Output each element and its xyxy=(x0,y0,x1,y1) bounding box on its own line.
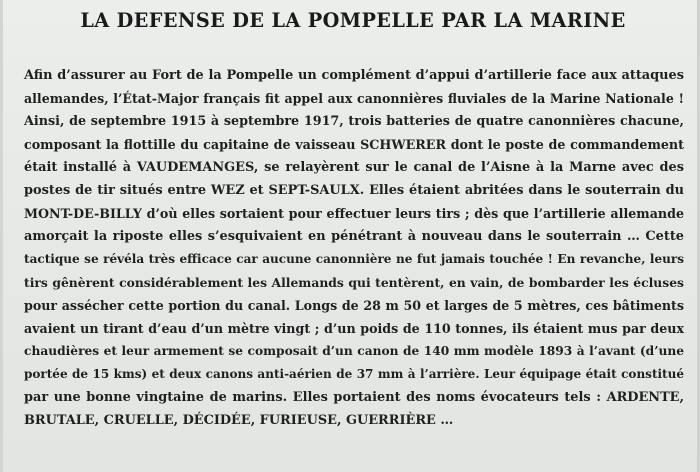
body-line-14: portée de 15 kms) et deux canons anti-aérien de 37 mm à l’arrière. Leur équipage était constitué xyxy=(24,367,684,381)
body-line-9: tactique se révéla très efficace car aucune canonnière ne fut jamais touchée ! En revanche, leurs xyxy=(24,252,684,266)
body-line-5: était installé à VAUDEMANGES, se relayèrent sur le canal de l’Aisne à la Marne avec des xyxy=(24,160,684,175)
body-line-15: par une bonne vingtaine de marins. Elles portaient des noms évocateurs tels : ARDENTE, xyxy=(24,390,684,405)
body-line-2: allemandes, l’État-Major français fit appel aux canonnières fluviales de la Marine Nationale ! xyxy=(24,91,684,106)
body-line-11: pour assécher cette portion du canal. Longs de 28 m 50 et larges de 5 mètres, ces bâtiments xyxy=(24,298,684,313)
body-line-4: composant la flottille du capitaine de vaisseau SCHWERER dont le poste de commandement xyxy=(24,137,684,152)
body-line-10: tirs gênèrent considérablement les Allemands qui tentèrent, en vain, de bombarder les écluses xyxy=(24,275,684,290)
body-line-7: MONT-DE-BILLY d’où elles sortaient pour effectuer leurs tirs ; dès que l’artillerie allemande xyxy=(24,206,684,221)
plaque-title: LA DEFENSE DE LA POMPELLE PAR LA MARINE xyxy=(80,9,626,32)
plaque-body xyxy=(24,64,684,432)
body-line-12: avaient un tirant d’eau d’un mètre vingt ; d’un poids de 110 tonnes, ils étaient mus par deux xyxy=(24,321,684,336)
body-line-16: BRUTALE, CRUELLE, DÉCIDÉE, FURIEUSE, GUERRIÈRE … xyxy=(24,413,454,428)
body-line-3: Ainsi, de septembre 1915 à septembre 1917, trois batteries de quatre canonnières chacune, xyxy=(24,114,684,129)
body-line-8: amorçait la riposte elles s’esquivaient en pénétrant à nouveau dans le souterrain … Cette xyxy=(24,229,684,244)
body-line-1: Afin d’assurer au Fort de la Pompelle un complément d’appui d’artillerie face aux attaques xyxy=(24,68,684,83)
body-line-13: chaudières et leur armement se composait d’un canon de 140 mm modèle 1893 à l’avant (d’une xyxy=(24,344,684,358)
body-line-6: postes de tir situés entre WEZ et SEPT-SAULX. Elles étaient abritées dans le souterrain du xyxy=(24,183,684,198)
